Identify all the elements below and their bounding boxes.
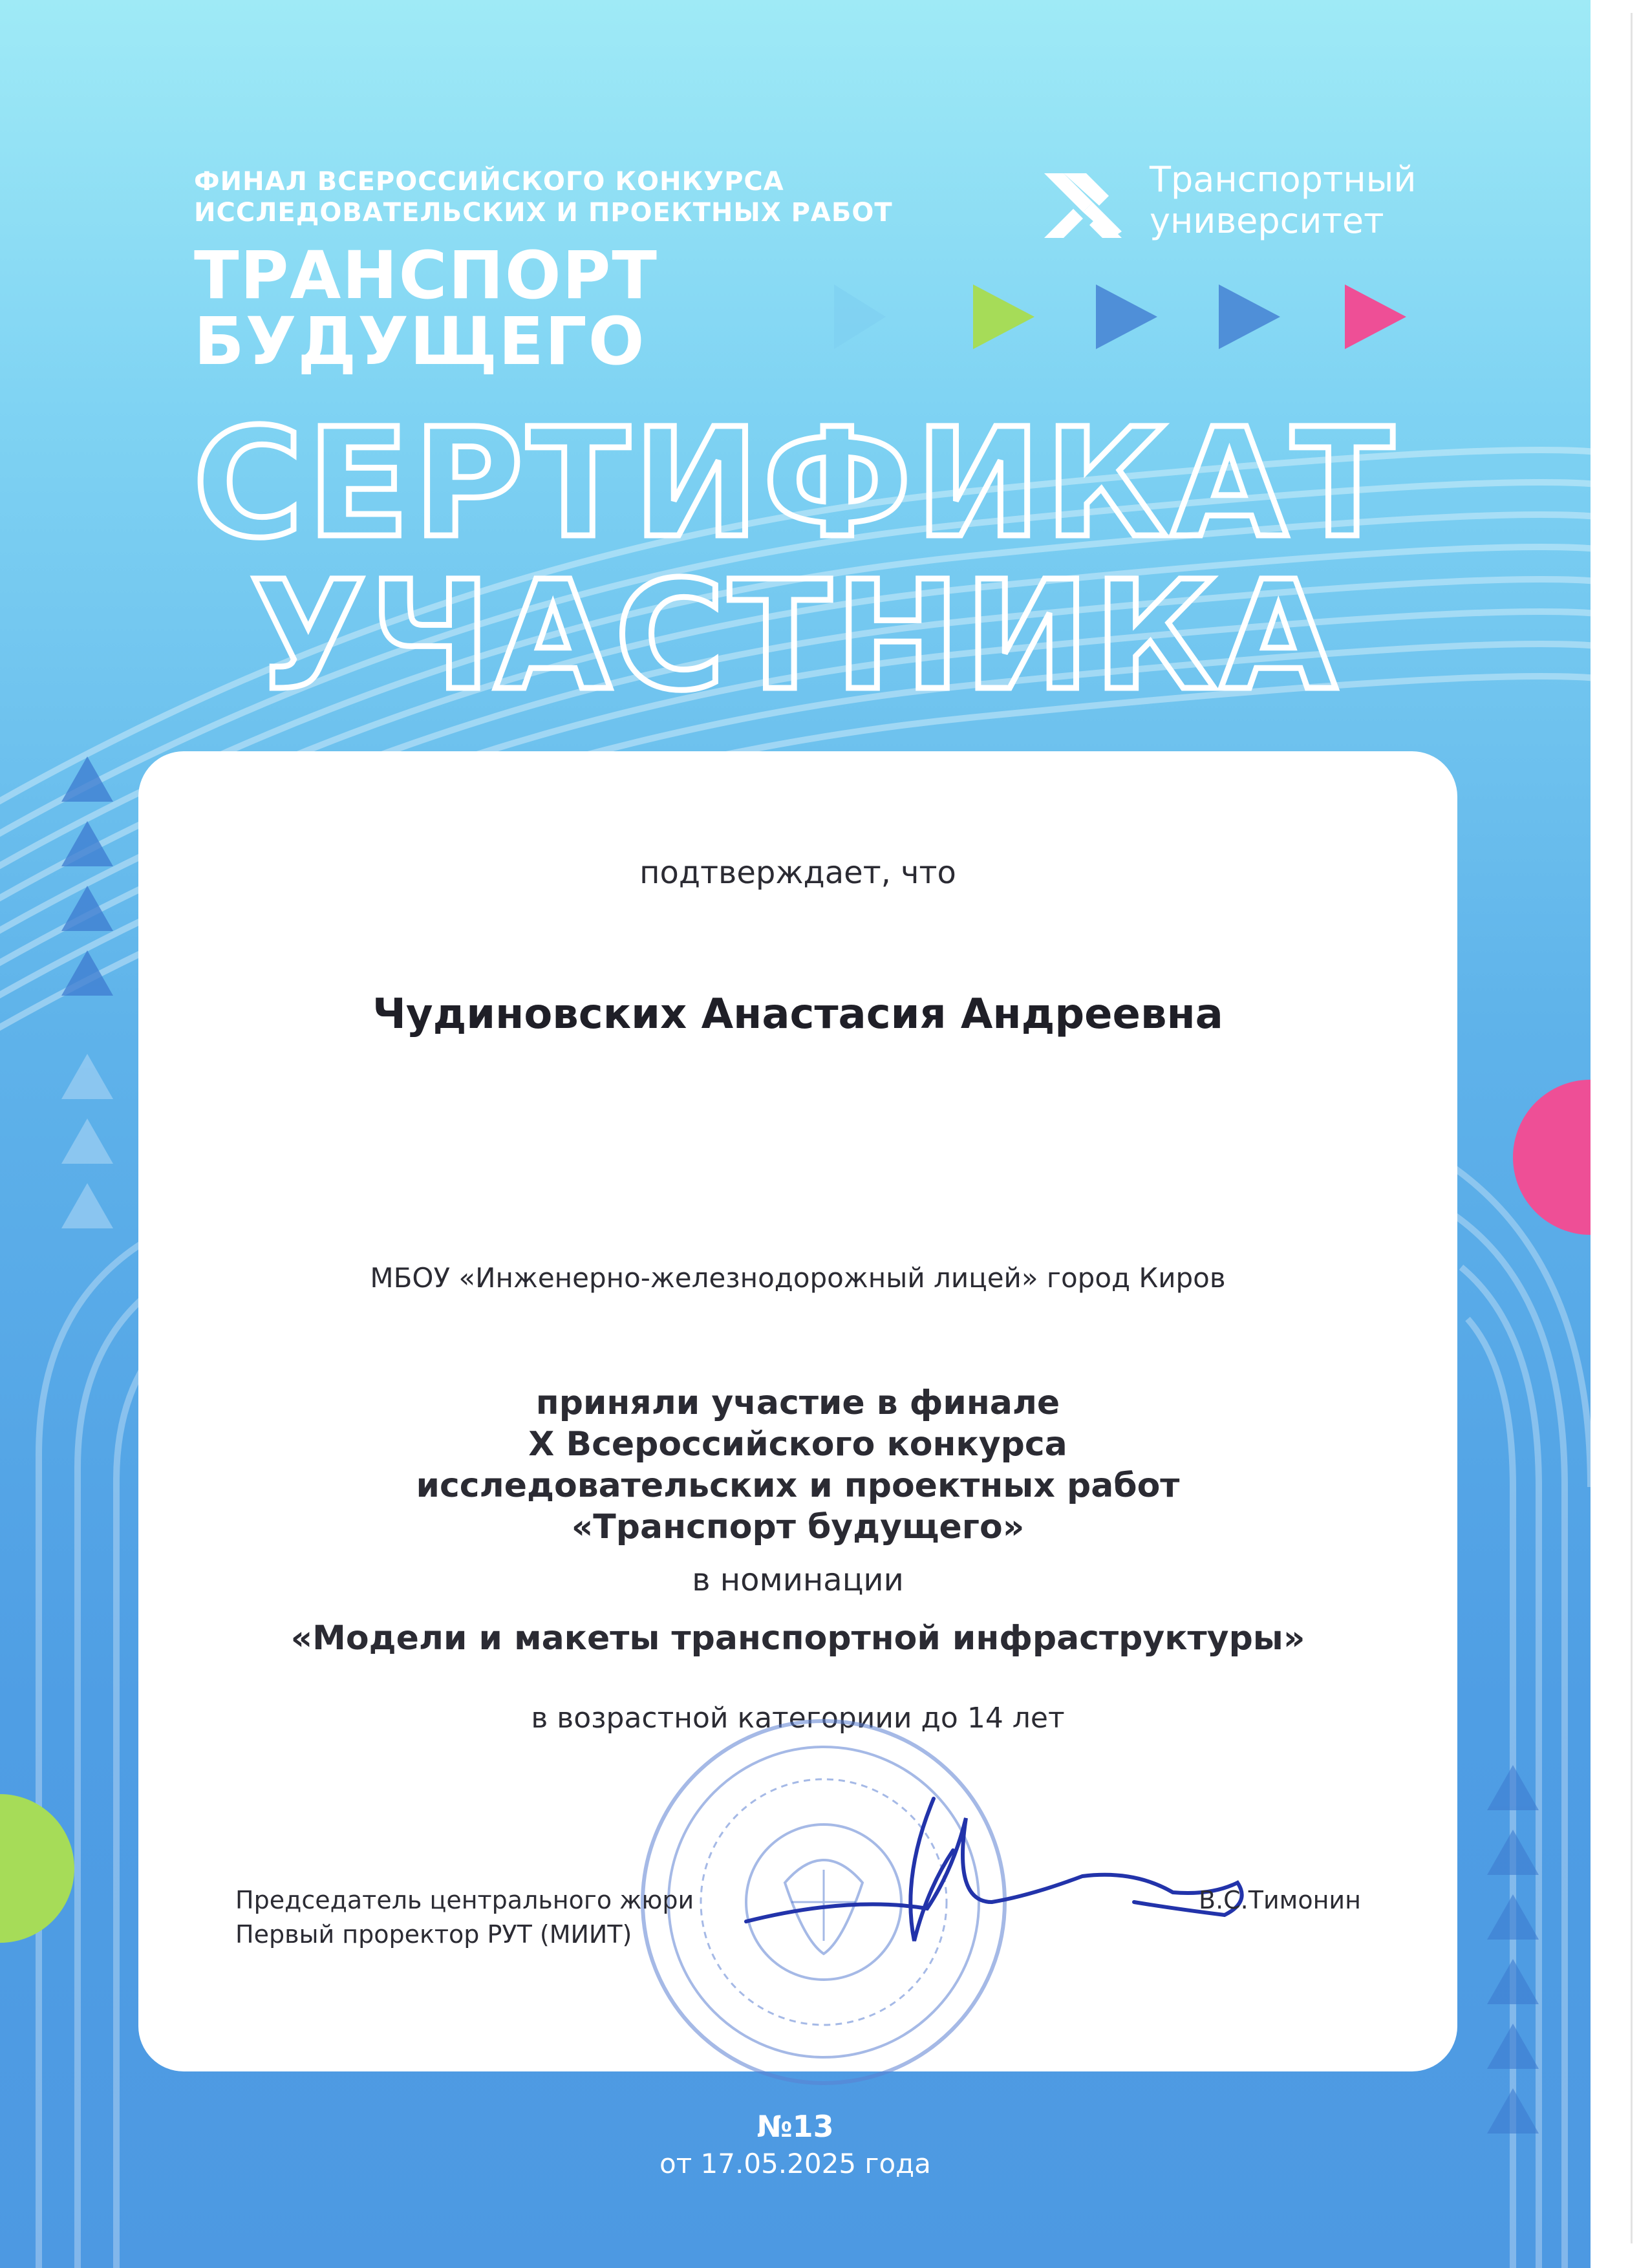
nomination-name: «Модели и макеты транспортной инфраструктуры» [290, 1619, 1305, 1658]
brand-title-line1: ТРАНСПОРТ [194, 237, 658, 314]
participation-line1: приняли участие в финале [535, 1384, 1060, 1422]
university-logo-icon [1038, 160, 1128, 251]
brand-title-line2: БУДУЩЕГО [194, 303, 646, 380]
participation-line3: исследовательских и проектных работ [416, 1466, 1180, 1505]
participant-name: Чудиновских Анастасия Андреевна [372, 990, 1223, 1038]
school-name: МБОУ «Инженерно-железнодорожный лицей» город Киров [370, 1262, 1226, 1294]
certificate-card [138, 751, 1457, 2071]
participation-line2: X Всероссийского конкурса [528, 1425, 1067, 1464]
scan-margin [1591, 0, 1650, 2268]
confirms-text: подтверждает, что [639, 855, 956, 891]
university-name-line1: Транспортный [1150, 159, 1417, 200]
certificate-title-line1: СЕРТИФИКАТ [193, 396, 1398, 571]
university-name-line2: университет [1150, 200, 1384, 241]
chair-title-line1: Председатель центрального жюри [235, 1886, 694, 1914]
document-date: от 17.05.2025 года [659, 2148, 931, 2179]
signer-name: В.С.Тимонин [1199, 1886, 1361, 1914]
participation-line4: «Транспорт будущего» [571, 1508, 1025, 1546]
chair-title-line2: Первый проректор РУТ (МИИТ) [235, 1920, 632, 1949]
contest-subtitle-line2: ИССЛЕДОВАТЕЛЬСКИХ И ПРОЕКТНЫХ РАБОТ [194, 198, 893, 228]
contest-subtitle-line1: ФИНАЛ ВСЕРОССИЙСКОГО КОНКУРСА [194, 167, 784, 197]
certificate-title-line2: УЧАСТНИКА [250, 549, 1340, 723]
nomination-label: в номинации [692, 1562, 904, 1598]
age-category: в возрастной категориии до 14 лет [531, 1702, 1065, 1735]
document-number: №13 [756, 2109, 834, 2144]
